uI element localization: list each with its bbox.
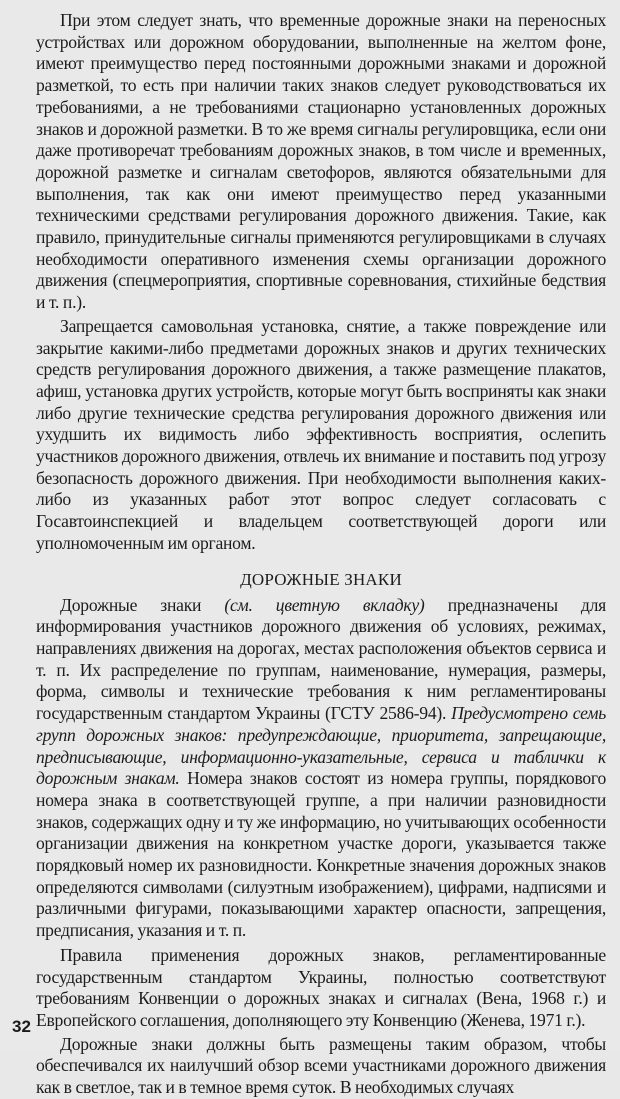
paragraph-text: Номера знаков состоят из номера группы, порядкового номера знака в соответствующей группе, а при наличии разновидности знаков, содержащих одну и ту же информацию, но учитывающих особенности организации движения на конкретном участке дороги, указывается также порядковый номер их разновидности. Конкретные значения дорожных знаков определяются символами (силуэтным изображением), цифрами, надписями и различными фигурами, показывающими характер опасности, запрещения, предписания, указания и т. п. (36, 768, 606, 941)
paragraph-text: Дорожные знаки (60, 594, 225, 615)
italic-reference: (см. цветную вкладку) (224, 594, 425, 615)
italic-sign-groups: Предусмотрено семь групп дорожных знаков: предупреждающие, приоритета, запрещающие, предписывающие, информационно-указательные, сервиса и таблички к дорожным знакам. (36, 703, 606, 789)
paragraph-temporary-signs: При этом следует знать, что временные дорожные знаки на переносных устройствах или дорожном оборудовании, выполненные на желтом фоне, имеют преимущество перед постоянными дорожными знаками и дорожной разметкой, то есть при наличии таких знаков следует руководствоваться их требованиями, а не требованиями стационарно установленных дорожных знаков и дорожной разметки. В то же время сигналы регулировщика, если они даже противоречат требованиям дорожных знаков, в том числе и временных, дорожной разметке и сигналам светофоров, являются обязательными для выполнения, так как они имеют преимущество перед указанными техническими средствами регулирования дорожного движения. Такие, как правило, принудительные сигналы применяются регулировщиками в случаях необходимости оперативного изменения схемы организации дорожного движения (спецмероприятия, спортивные соревнования, стихийные бедствия и т. п.). (36, 10, 606, 313)
paragraph-convention: Правила применения дорожных знаков, регламентированные государственным стандартом Украины, полностью соответствуют требованиям Конвенции о дорожных знаках и сигналах (Вена, 1968 г.) и Европейского соглашения, дополняющего эту Конвенцию (Женева, 1971 г.). (36, 944, 606, 1030)
paragraph-text: предназначены для информирования участников дорожного движения об условиях, режимах, направлениях движения на дорогах, местах расположения объектов сервиса и т. п. Их распределение по группам, наименование, нумерация, размеры, форма, символы и технические требования к ним регламентированы государственным стандартом Украины (ГСТУ 2586-94). (36, 594, 606, 724)
section-heading: ДОРОЖНЫЕ ЗНАКИ (240, 569, 402, 589)
paragraph-prohibitions: Запрещается самовольная установка, снятие, а также повреждение или закрытие какими-либо предметами дорожных знаков и других технических средств регулирования дорожного движения, а также размещение плакатов, афиш, установка других устройств, которые могут быть восприняты как знаки либо другие технические средства регулирования дорожного движения или ухудшить их видимость либо эффективность восприятия, ослепить участников дорожного движения, отвлечь их внимание и поставить под угрозу безопасность дорожного движения. При необходимости выполнения каких-либо из указанных работ этот вопрос следует согласовать с Госавтоинспекцией и владельцем соответствующей дороги или уполномоченным им органом. (36, 315, 606, 553)
paragraph-road-signs-intro (36, 595, 606, 942)
page-number: 32 (12, 1017, 31, 1036)
text-column (36, 10, 606, 1099)
paragraph-placement: Дорожные знаки должны быть размещены таким образом, чтобы обеспечивался их наилучший обзор всеми участниками дорожного движения как в светлое, так и в темное время суток. В необходимых случаях (36, 1033, 606, 1098)
